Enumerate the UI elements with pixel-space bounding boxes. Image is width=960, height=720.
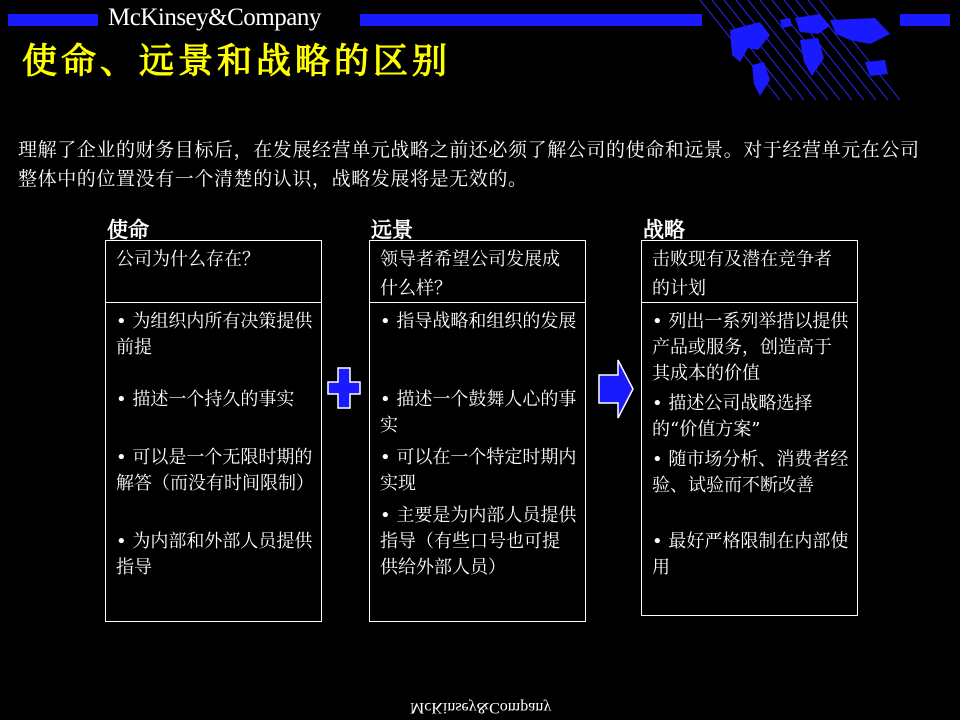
strategy-point: • 最好严格限制在内部使用 xyxy=(652,531,849,578)
strategy-points xyxy=(642,309,857,581)
mission-point: • 为内部和外部人员提供指导 xyxy=(116,531,313,578)
world-map-icon xyxy=(700,0,900,100)
vision-point: • 主要是为内部人员提供指导（有些口号也可提供给外部人员） xyxy=(380,505,577,578)
strategy-point: • 描述公司战略选择的“价值方案” xyxy=(652,393,813,440)
vision-box xyxy=(369,240,586,622)
header-bar-right xyxy=(900,14,950,26)
vision-points xyxy=(370,309,585,581)
mission-point: • 描述一个持久的事实 xyxy=(116,389,295,410)
mission-question: 公司为什么存在？ xyxy=(106,241,321,303)
mission-points xyxy=(106,309,321,581)
vision-heading: 远景 xyxy=(371,217,413,242)
header-bar-left xyxy=(8,14,98,26)
vision-point: • 可以在一个特定时期内实现 xyxy=(380,447,577,494)
plus-icon xyxy=(327,367,361,409)
company-logo: McKinsey&Company xyxy=(108,4,321,31)
strategy-point: • 随市场分析、消费者经验、试验而不断改善 xyxy=(652,449,849,496)
intro-paragraph: 理解了企业的财务目标后，在发展经营单元战略之前还必须了解公司的使命和远景。对于经营单元在公司整体中的位置没有一个清楚的认识，战略发展将是无效的。 xyxy=(18,139,920,190)
strategy-heading: 战略 xyxy=(643,217,685,242)
header-bar-middle xyxy=(360,14,702,26)
strategy-question: 击败现有及潜在竞争者的计划 xyxy=(642,241,857,303)
mission-point: • 可以是一个无限时期的解答（而没有时间限制） xyxy=(116,447,314,494)
footer-logo: McKinsey&Company xyxy=(410,699,552,716)
vision-point: • 描述一个鼓舞人心的事实 xyxy=(380,389,577,436)
mission-box xyxy=(105,240,322,622)
page-title: 使命、远景和战略的区别 xyxy=(22,41,452,82)
vision-question: 领导者希望公司发展成什么样？ xyxy=(370,241,585,303)
mission-heading: 使命 xyxy=(107,217,149,242)
mission-point: • 为组织内所有决策提供前提 xyxy=(116,311,313,358)
right-arrow-icon xyxy=(598,359,634,419)
strategy-box xyxy=(641,240,858,616)
vision-point: • 指导战略和组织的发展 xyxy=(380,311,577,332)
strategy-point: • 列出一系列举措以提供产品或服务，创造高于其成本的价值 xyxy=(652,311,849,384)
